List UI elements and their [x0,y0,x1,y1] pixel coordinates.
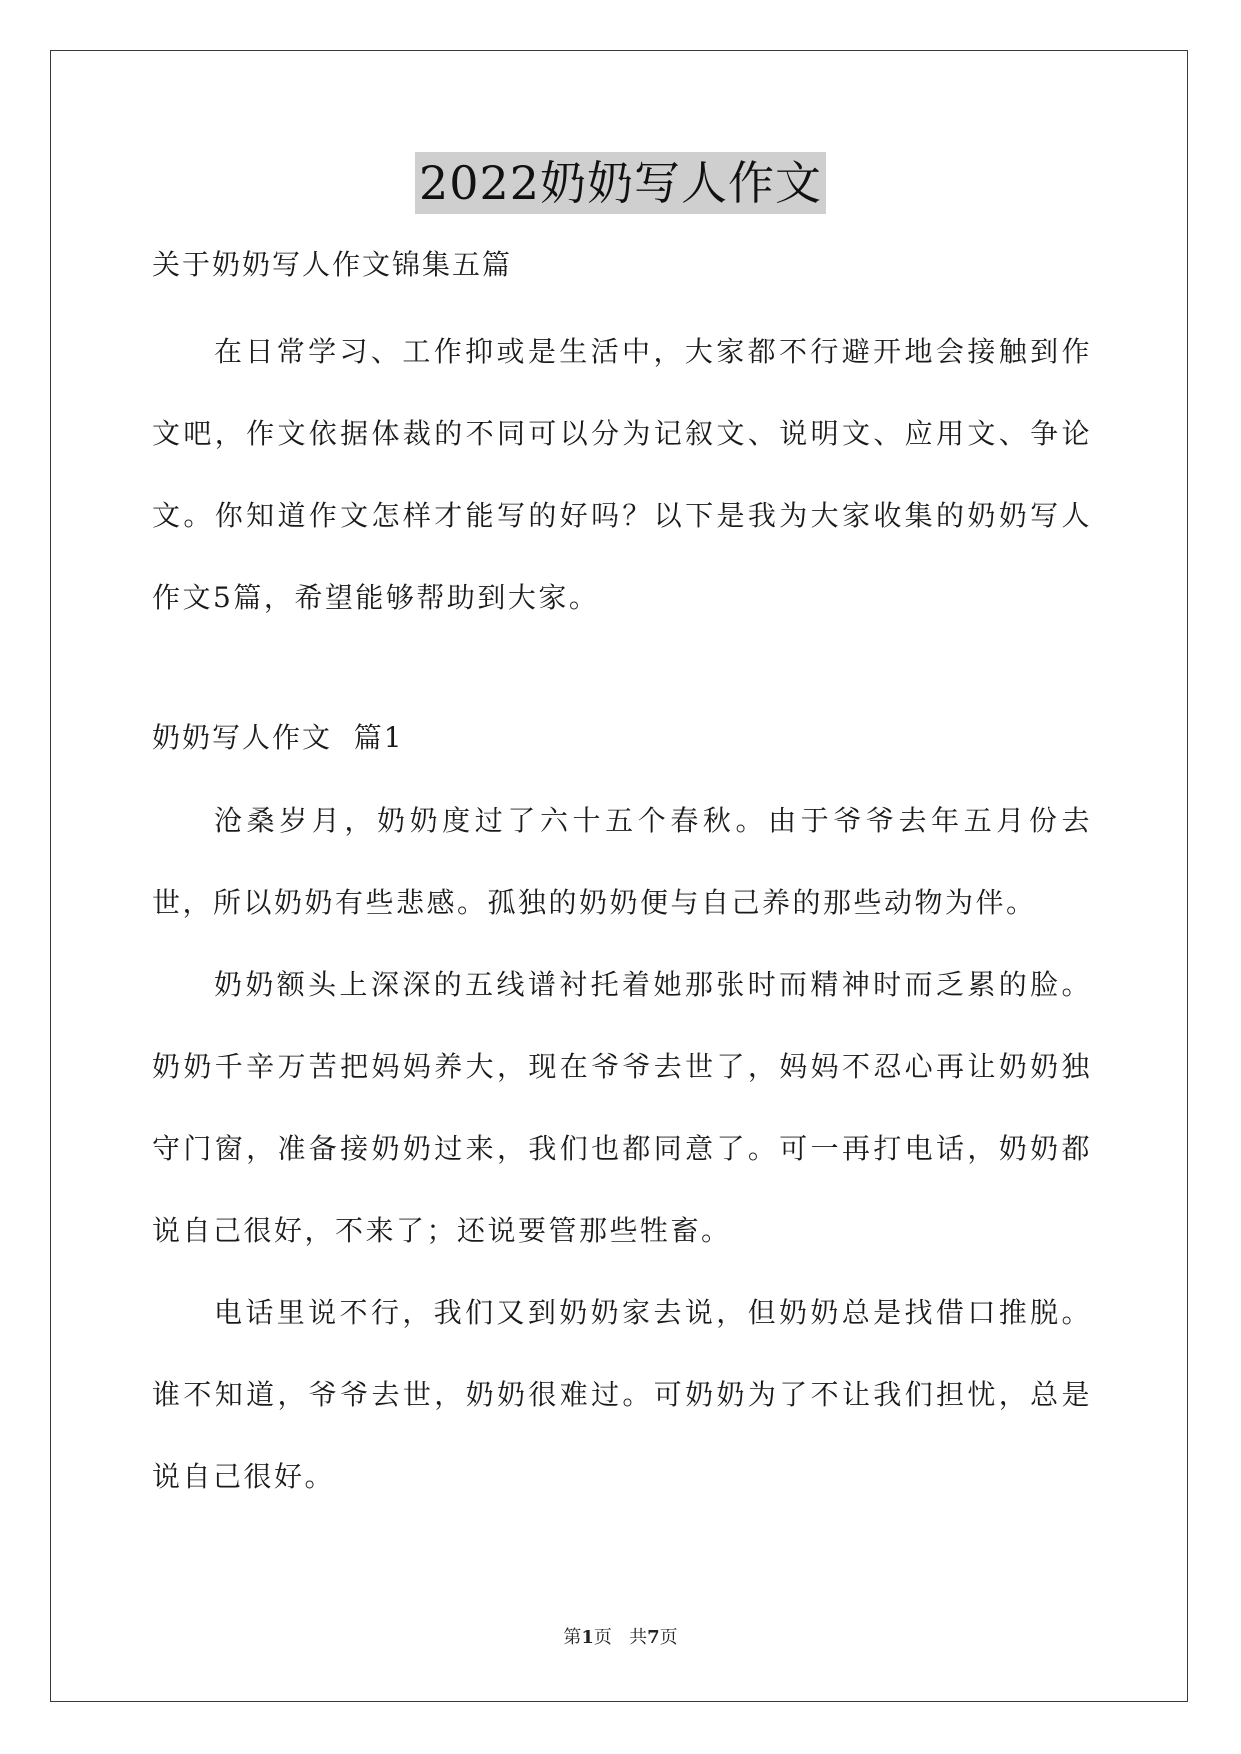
title-container [0,152,1241,214]
footer-prefix: 第 [563,1627,582,1648]
document-body [152,245,1092,1518]
section-heading: 奶奶写人作文 篇1 [152,721,404,754]
body-paragraph: 电话里说不行，我们又到奶奶家去说，但奶奶总是找借口推脱。谁不知道，爷爷去世，奶奶很难过。可奶奶为了不让我们担忧，总是说自己很好。 [152,1296,1092,1493]
intro-paragraph: 在日常学习、工作抑或是生活中，大家都不行避开地会接触到作文吧，作文依据体裁的不同可以分为记叙文、说明文、应用文、争论文。你知道作文怎样才能写的好吗？以下是我为大家收集的奶奶写人作文5篇，希望能够帮助到大家。 [152,335,1092,614]
page-footer [0,1626,1241,1650]
body-paragraph: 沧桑岁月，奶奶度过了六十五个春秋。由于爷爷去年五月份去世，所以奶奶有些悲感。孤独的奶奶便与自己养的那些动物为伴。 [152,804,1092,919]
footer-total-pages: 7 [647,1627,660,1648]
document-title: 2022奶奶写人作文 [415,152,826,214]
footer-middle: 页 共 [593,1627,648,1648]
document-subtitle: 关于奶奶写人作文锦集五篇 [152,248,513,281]
footer-current-page: 1 [581,1627,594,1648]
body-paragraph: 奶奶额头上深深的五线谱衬托着她那张时而精神时而乏累的脸。奶奶千辛万苦把妈妈养大，现在爷爷去世了，妈妈不忍心再让奶奶独守门窗，准备接奶奶过来，我们也都同意了。可一再打电话，奶奶都说自己很好，不来了；还说要管那些牲畜。 [152,968,1092,1247]
footer-suffix: 页 [659,1627,678,1648]
